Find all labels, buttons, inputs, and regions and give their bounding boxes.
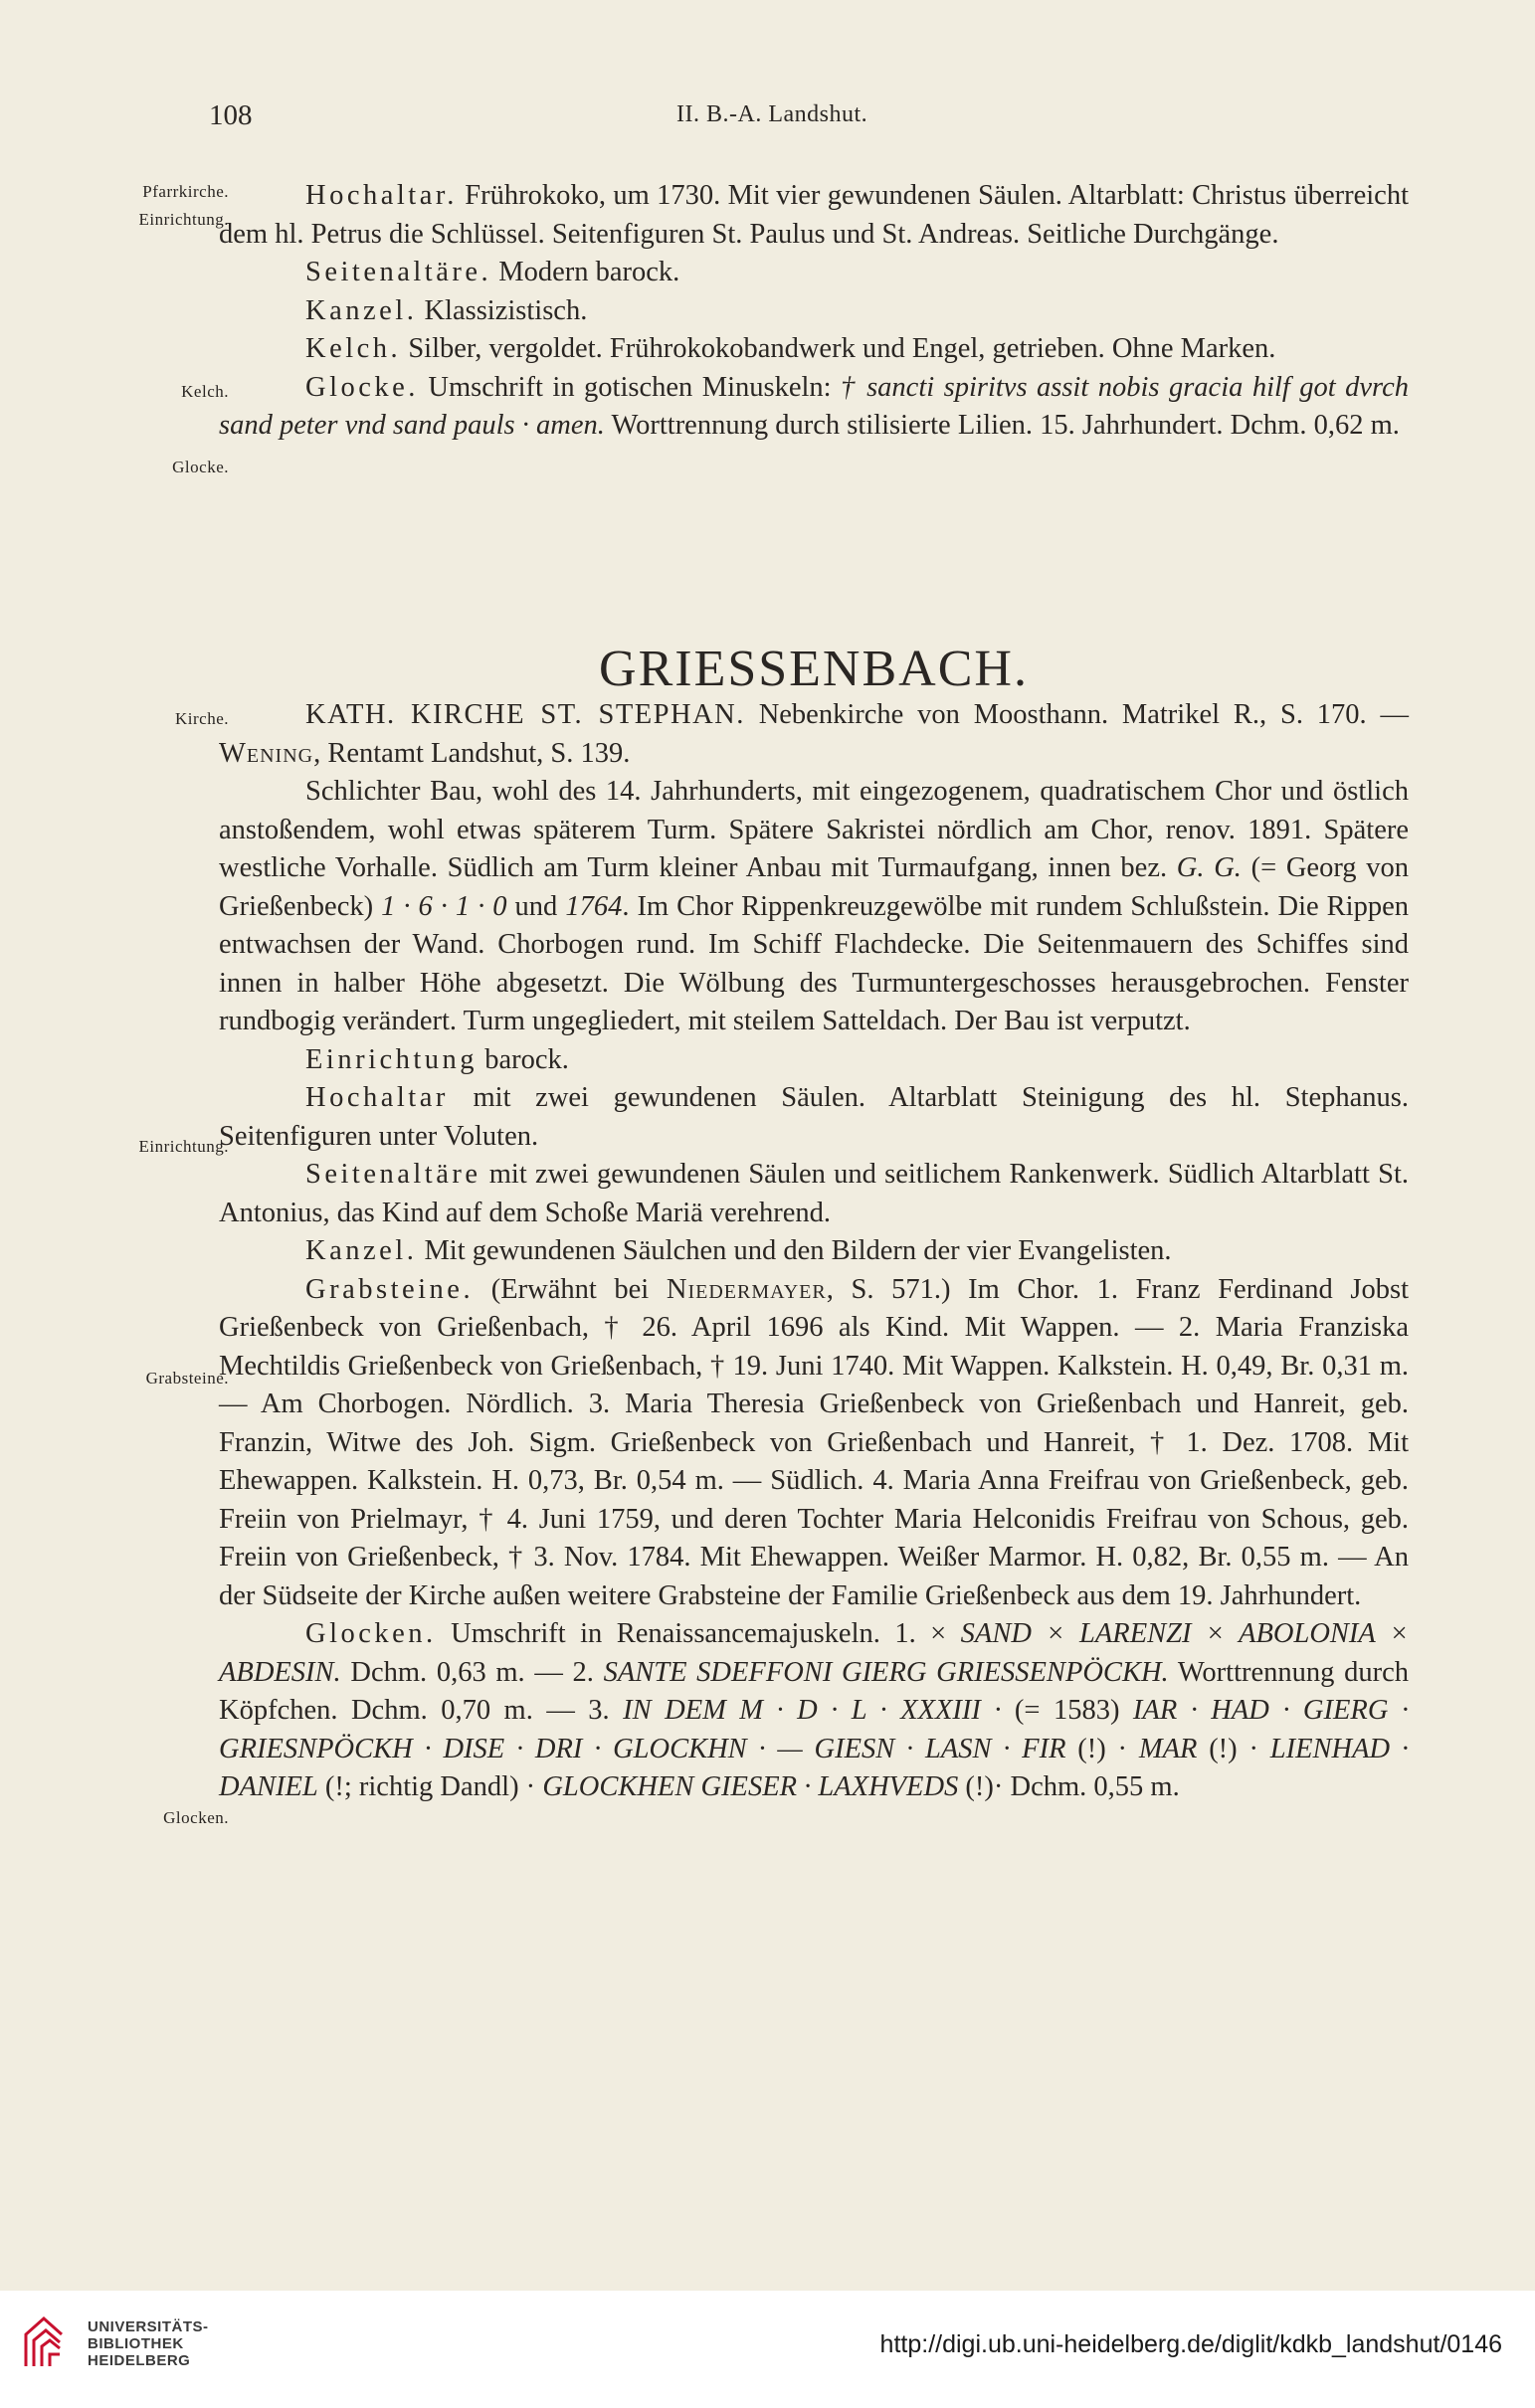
glocke-heading: Glocke. — [305, 371, 419, 403]
margin-note-kelch: Kelch. — [181, 382, 229, 401]
hochaltar-text: Frührokoko, um 1730. Mit vier gewundenen Säulen. Altarblatt: Christus überreicht dem hl. Petrus die Schlüssel. Seitenfiguren St. Paulus und St. Andreas. Seitliche Durchgänge. — [219, 180, 1409, 250]
margin-note-glocken: Glocken. — [163, 1808, 229, 1827]
margin-note-grabsteine: Grabsteine. — [145, 1369, 229, 1388]
glocken-inscription-7: GLOCKHEN GIESER · LAXHVEDS — [542, 1771, 959, 1802]
glocken-text-5: (!) · — [1065, 1733, 1139, 1764]
glocken-text-4: (= 1583) — [1001, 1695, 1133, 1726]
glocke-paragraph — [219, 369, 1409, 446]
glocken-text-8: (!)· Dchm. 0,55 m. — [958, 1771, 1180, 1802]
kanzel-2-heading: Kanzel. — [305, 1235, 418, 1266]
kelch-text: Silber, vergoldet. Frührokokobandwerk und Engel, getrieben. Ohne Marken. — [401, 333, 1276, 364]
hochaltar-2-paragraph — [219, 1079, 1409, 1156]
glocken-paragraph — [219, 1615, 1409, 1807]
margin-note-einrichtung: Einrichtung. — [138, 210, 229, 229]
kanzel-paragraph — [219, 292, 1409, 331]
grabsteine-paragraph — [219, 1271, 1409, 1616]
kirche-text-2: , Rentamt Landshut, S. 139. — [313, 737, 631, 769]
margin-note-kirche: Kirche. — [174, 709, 229, 728]
margin-note-glocke: Glocke. — [172, 458, 229, 476]
glocken-inscription-3: IN DEM M · D · L · XXXIII · — [623, 1695, 1002, 1726]
source-url-link[interactable]: http://digi.ub.uni-heidelberg.de/diglit/kdkb_landshut/0146 — [879, 2330, 1502, 2358]
grabsteine-heading: Grabsteine. — [305, 1273, 475, 1305]
seitenaltaere-text: Modern barock. — [491, 257, 680, 287]
bau-date-1610: 1 · 6 · 1 · 0 — [381, 890, 507, 922]
einrichtung-heading: Einrichtung — [305, 1043, 479, 1075]
library-name-line-2: BIBLIOTHEK — [88, 2335, 184, 2352]
glocken-text-7: (!; richtig Dandl) · — [317, 1771, 543, 1802]
pfarrkirche-section — [219, 177, 1409, 446]
glocken-text-1: Umschrift in Renaissancemajuskeln. 1. × — [436, 1618, 961, 1649]
kirche-author: Wening — [219, 737, 314, 769]
margin-note-einrichtung-2: Einrichtung. — [138, 1137, 229, 1156]
glocken-heading: Glocken. — [305, 1618, 437, 1649]
glocke-text-2: Worttrennung durch stilisierte Lilien. 15. Jahrhundert. Dchm. 0,62 m. — [604, 410, 1400, 441]
grabsteine-text-2: , S. 571.) Im Chor. 1. Franz Ferdinand Jobst Grießenbeck von Grießenbach, † 26. April 1696 als Kind. Mit Wappen. — 2. Maria Franziska Mechtildis Grießenbeck von Grießenbach, † 19. Juni 1740. Mit Wappen. Kalkstein. H. 0,49, Br. 0,31 m. — Am Chorbogen. Nördlich. 3. Maria Theresia Grießenbeck von Grießenbach und Hanreit, geb. Franzin, Witwe des Joh. Sigm. Grießenbeck von Grießenbach und Hanreit, † 1. Dez. 1708. Mit Ehewappen. Kalkstein. H. 0,73, Br. 0,54 m. — Südlich. 4. Maria Anna Freifrau von Grießenbeck, geb. Freiin von Prielmayr, † 4. Juni 1759, und deren Tochter Maria Helconidis Freifrau von Schous, geb. Freiin von Grießenbeck, † 3. Nov. 1784. Mit Ehewappen. Weißer Marmor. H. 0,82, Br. 0,55 m. — An der Südseite der Kirche außen weitere Grabsteine der Familie Grießenbeck aus dem 19. Jahrhundert. — [219, 1273, 1409, 1611]
footer-bar — [0, 2291, 1535, 2408]
kanzel-2-text: Mit gewundenen Säulchen und den Bildern der vier Evangelisten. — [417, 1235, 1172, 1266]
seitenaltaere-paragraph — [219, 254, 1409, 292]
library-name — [88, 2318, 209, 2369]
hochaltar-2-heading: Hochaltar — [305, 1082, 449, 1113]
glocken-text-2: Dchm. 0,63 m. — 2. — [340, 1656, 604, 1688]
glocke-inscription: † sancti spiritvs assit nobis gracia hilf got dvrch sand peter vnd sand pauls · amen. — [219, 371, 1409, 441]
page-number: 108 — [209, 99, 253, 131]
seitenaltaere-2-text: mit zwei gewundenen Säulen und seitlichem Rankenwerk. Südlich Altarblatt St. Antonius, das Kind auf dem Schoße Mariä verehrend. — [219, 1159, 1409, 1228]
grabsteine-text-1: (Erwähnt bei — [474, 1273, 667, 1305]
grabsteine-author: Niedermayer — [666, 1273, 827, 1305]
bau-text-1: Schlichter Bau, wohl des 14. Jahrhunderts, mit eingezogenem, quadratischem Chor und östlich anstoßendem, wohl etwas späterem Turm. Spätere Sakristei nördlich am Chor, renov. 1891. Spätere westliche Vorhalle. Südlich am Turm kleiner Anbau mit Turmaufgang, innen bez. — [219, 776, 1409, 883]
glocken-inscription-1: SAND × LARENZI × ABOLONIA × ABDESIN. — [219, 1618, 1409, 1688]
glocken-inscription-5: MAR — [1138, 1733, 1198, 1764]
kelch-heading: Kelch. — [305, 333, 402, 364]
glocken-text-6: (!) · — [1197, 1733, 1270, 1764]
section-title: GRIESSENBACH. — [599, 640, 1029, 697]
library-name-line-3: HEIDELBERG — [88, 2352, 191, 2369]
seitenaltaere-2-heading: Seitenaltäre — [305, 1159, 481, 1190]
library-name-line-1: UNIVERSITÄTS- — [88, 2318, 209, 2335]
seitenaltaere-heading: Seitenaltäre. — [305, 257, 492, 287]
kanzel-text: Klassizistisch. — [417, 294, 588, 326]
glocken-inscription-4: IAR · HAD · GIERG · GRIESNPÖCKH · DISE · DRI · GLOCKHN · — GIESN · LASN · FIR — [219, 1695, 1409, 1764]
hochaltar-2-text: mit zwei gewundenen Säulen. Altarblatt Steinigung des hl. Stephanus. Seitenfiguren unter Voluten. — [219, 1082, 1409, 1152]
bau-paragraph — [219, 773, 1409, 1041]
hochaltar-paragraph — [219, 177, 1409, 254]
kirche-heading: KATH. KIRCHE ST. STEPHAN. — [305, 699, 745, 730]
bau-text-2: (= Georg von Grießenbeck) — [219, 852, 1409, 922]
bau-date-1764: 1764 — [565, 890, 623, 922]
glocken-text-3: Worttrennung durch Köpfchen. Dchm. 0,70 m. — 3. — [219, 1656, 1409, 1726]
griessenbach-section — [219, 696, 1409, 1807]
glocke-text-1: Umschrift in gotischen Minuskeln: — [418, 371, 842, 403]
margin-note-pfarrkirche: Pfarrkirche. — [142, 182, 229, 201]
ub-heidelberg-logo-icon[interactable] — [20, 2313, 68, 2372]
kirche-paragraph — [219, 696, 1409, 773]
einrichtung-paragraph — [219, 1041, 1409, 1080]
kelch-paragraph — [219, 330, 1409, 369]
kanzel-2-paragraph — [219, 1232, 1409, 1271]
einrichtung-text: barock. — [478, 1043, 569, 1075]
bau-text-4: . Im Chor Rippenkreuzgewölbe mit rundem Schlußstein. Die Rippen entwachsen der Wand. Chorbogen rund. Im Schiff Flachdecke. Die Seitenmauern des Schiffes sind innen in halber Höhe abgesetzt. Die Wölbung des Turmuntergeschosses herausgebrochen. Fenster rundbogig verändert. Turm ungegliedert, mit steilem Satteldach. Der Bau ist verputzt. — [219, 890, 1409, 1036]
bau-initials: G. G. — [1176, 852, 1242, 883]
hochaltar-heading: Hochaltar. — [305, 180, 458, 211]
kanzel-heading: Kanzel. — [305, 294, 418, 326]
glocken-inscription-2: SANTE SDEFFONI GIERG GRIESSENPÖCKH. — [603, 1656, 1169, 1688]
glocken-inscription-6: LIENHAD · DANIEL — [219, 1733, 1409, 1802]
bau-text-3: und — [506, 890, 566, 922]
kirche-text-1: Nebenkirche von Moosthann. Matrikel R., S. 170. — — [744, 699, 1409, 730]
seitenaltaere-2-paragraph — [219, 1156, 1409, 1232]
page-header — [209, 99, 1408, 139]
running-head: II. B.-A. Landshut. — [676, 101, 868, 127]
